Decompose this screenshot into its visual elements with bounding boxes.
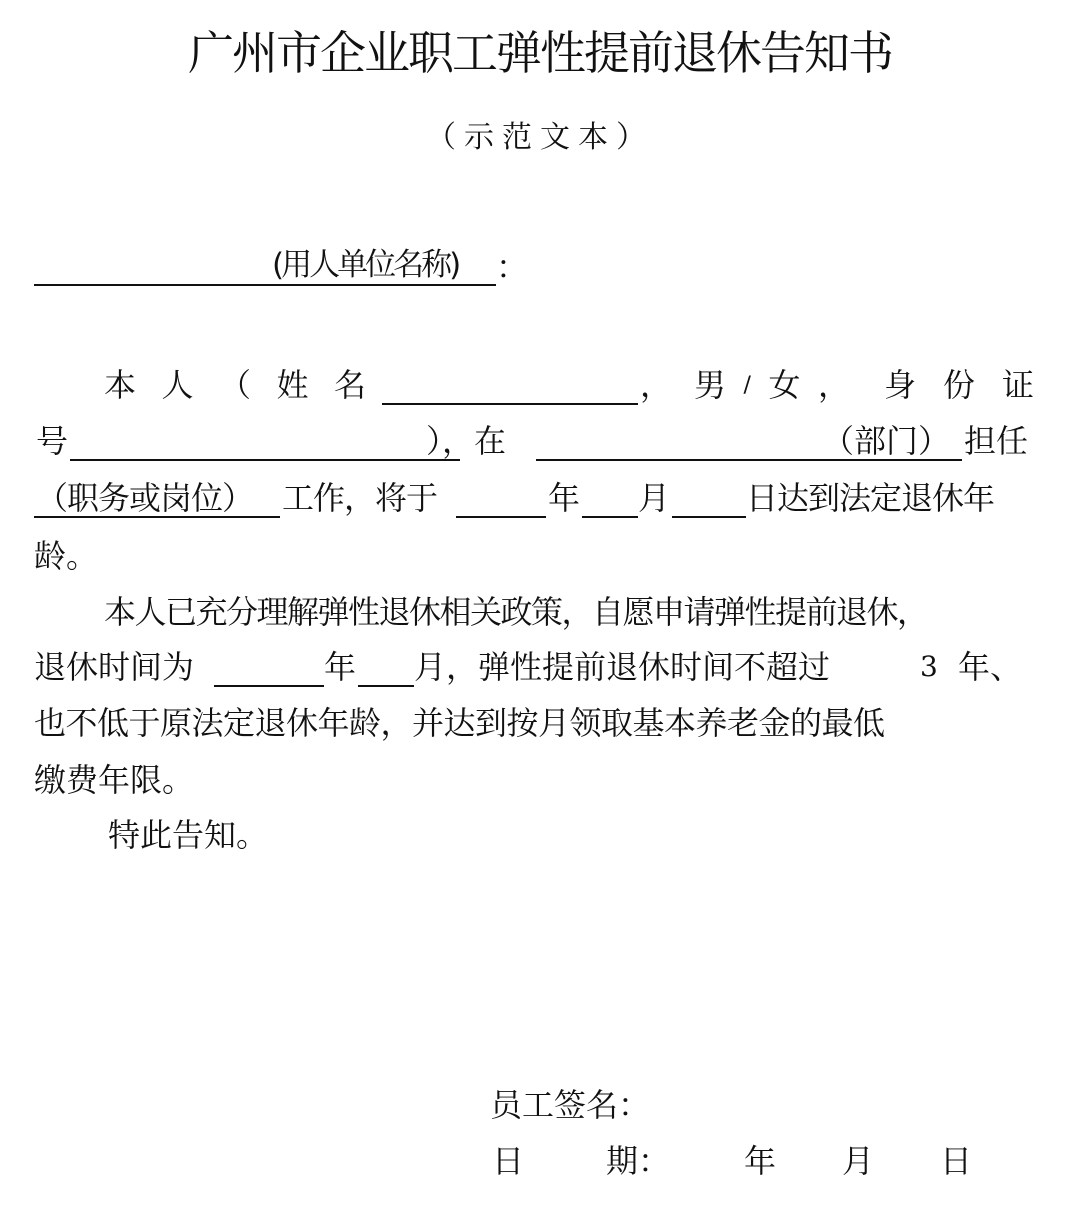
date-month-label: 月 <box>842 1142 875 1180</box>
id-number-label-end: 号 <box>36 422 69 460</box>
para3: 特此告知。 <box>108 816 269 854</box>
reach-month-blank[interactable] <box>582 516 638 518</box>
male-option: 男 <box>694 366 727 404</box>
reach-month-label: 月 <box>638 479 671 517</box>
date-label-day-char: 日 <box>492 1142 525 1180</box>
max-years-number: 3 <box>920 650 938 683</box>
para1-line4: 龄。 <box>34 537 99 575</box>
char: 身 <box>884 366 917 404</box>
date-year-label: 年 <box>744 1142 777 1180</box>
char: （ <box>218 366 251 404</box>
employer-name-blank[interactable] <box>34 284 496 286</box>
female-option: 女 <box>768 366 801 404</box>
date-label-period: 期： <box>606 1142 671 1180</box>
para2-line2-start: 退休时间为 <box>34 648 195 686</box>
document-title: 广州市企业职工弹性提前退休告知书 <box>188 26 892 80</box>
id-number-blank[interactable] <box>70 459 460 461</box>
document-subtitle: （示范文本） <box>426 120 654 155</box>
gender-choice <box>694 366 850 404</box>
reach-day-text: 日达到法定退休年 <box>746 479 995 517</box>
name-blank[interactable] <box>382 403 638 405</box>
position-label: （职务或岗位） <box>36 479 254 517</box>
employee-signature-label: 员工签名： <box>490 1086 651 1124</box>
char: 份 <box>942 366 975 404</box>
char: 本 <box>104 366 137 404</box>
gender-comma: ， <box>817 366 850 404</box>
para2-line4: 缴费年限。 <box>34 761 195 799</box>
para2-line3: 也不低于原法定退休年龄，并达到按月领取基本养老金的最低 <box>34 704 885 742</box>
para1-line2-close: ），在 <box>426 422 507 460</box>
id-number-label <box>884 366 1034 404</box>
retire-month-blank[interactable] <box>358 685 414 687</box>
retire-year-blank[interactable] <box>214 685 324 687</box>
reach-day-blank[interactable] <box>672 516 746 518</box>
retire-year-label: 年 <box>324 648 357 686</box>
date-day-label: 日 <box>940 1142 973 1180</box>
para1-comma: ， <box>640 366 673 404</box>
para2-line2-end: 年、 <box>958 648 1023 686</box>
para1-line1-prefix <box>104 366 366 404</box>
employer-name-label: (用人单位名称) <box>272 247 459 283</box>
char: 人 <box>161 366 194 404</box>
gender-slash: / <box>743 373 751 398</box>
char: 名 <box>333 366 366 404</box>
char: 证 <box>1001 366 1034 404</box>
reach-year-blank[interactable] <box>456 516 546 518</box>
serve-as-text: 担任 <box>964 422 1029 460</box>
addressee-colon: ： <box>496 248 529 286</box>
reach-year-label: 年 <box>548 479 581 517</box>
retire-month-text: 月，弹性提前退休时间不超过 <box>414 648 831 686</box>
char: 姓 <box>276 366 309 404</box>
department-label: （部门） <box>822 422 951 460</box>
para2-line1: 本人已充分理解弹性退休相关政策，自愿申请弹性提前退休， <box>104 593 928 631</box>
work-text: 工作，将于 <box>282 479 438 517</box>
